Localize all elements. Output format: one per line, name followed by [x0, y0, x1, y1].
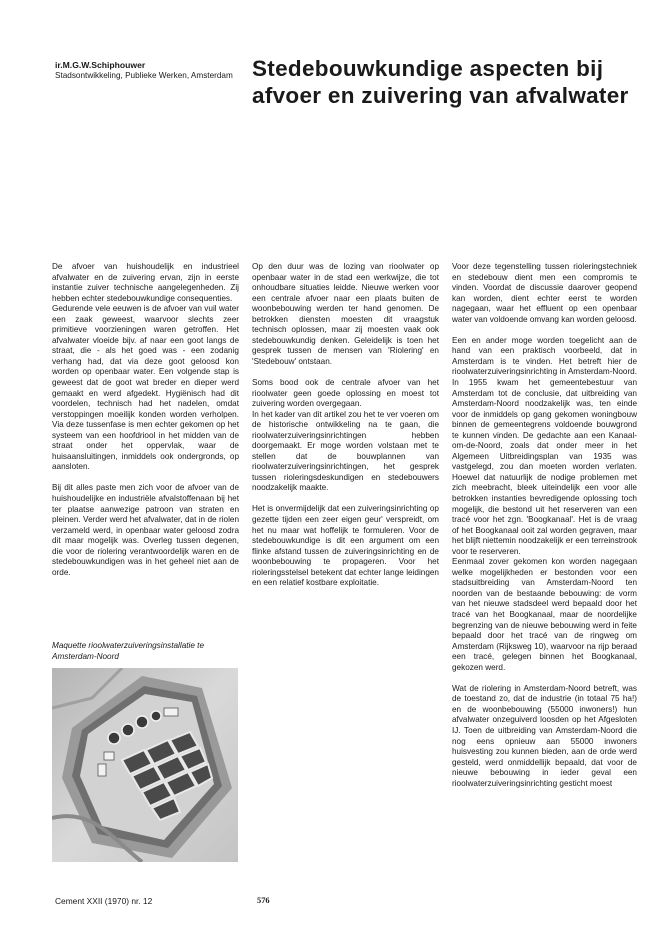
- paragraph: Op den duur was de lozing van rioolwater op openbaar water in de stad een werkwijze, die tot onhoudbare situaties leidde. Nieuwe werken voor een centrale afvoer naar een plaats buiten de woonbebouwing werden ter hand genomen. De betrokken diensten moesten dit vraagstuk technisch oplossen, maar zij moesten vaak ook stedebouwkundig denken. Geleidelijk is toen het gesprek tussen de mensen van 'Riolering' en 'Stedebouw' ontstaan.: [252, 262, 439, 366]
- journal-reference: Cement XXII (1970) nr. 12: [55, 896, 153, 906]
- treatment-plant-model-photo: [52, 668, 238, 862]
- text-column-1: [52, 262, 239, 589]
- text-column-3: [452, 262, 637, 800]
- paragraph: Eenmaal zover gekomen kon worden nagegaan welke mogelijkheden er bestonden voor een stadsuitbreiding van Amsterdam-Noord ten noorden van de bestaande bebouwing: de vorm van het nieuwe stadsdeel werd bepaald door het tracé van het Boogkanaal, maar de noordelijke begrenzing van de nieuwe bebouwing werd in feite bepaald door het tracé van de ringweg om Amsterdam (Rijksweg 10), waarvoor na rijp beraad een tracé, gelegen binnen het Boogkanaal, gekozen werd.: [452, 557, 637, 672]
- paragraph: De afvoer van huishoudelijk en industrieel afvalwater en de zuivering ervan, zijn in eerste instantie zuiver technische aangelegenheden. Zij hebben echter stedebouwkundige consequenties.: [52, 262, 239, 303]
- paragraph: Een en ander moge worden toegelicht aan de hand van een praktisch voorbeeld, dat in Amsterdam is te vinden. Het betreft hier de rioolwaterzuiveringsinrichting in Amsterdam-Noord. In 1955 kwam het gemeentebestuur van Amsterdam tot de conclusie, dat uitbreiding van Amsterdam-Noord noodzakelijk was, ten einde voor de inmiddels op gang gekomen woningbouw binnen de gemeentegrens voldoende bouwgrond te kunnen vinden. De gedachte aan een Kanaal-om-de-Noord, zoals dat onder meer in het Algemeen Uitbreidingsplan van 1935 was vastgelegd, zou dan moeten worden verlaten. Hoewel dat natuurlijk de nodige problemen met zich meebracht, bleek uiteindelijk een voor alle betrokken instanties bevredigende oplossing toch mogelijk, die bestond uit het reserveren van een tracé voor het zgn. 'Boogkanaal'. Het is de vraag of het Boogkanaal ooit zal worden gegraven, maar het blijft niettemin noodzakelijk er een terreinstrook voor te reserveren.: [452, 335, 637, 556]
- author-name: ir.M.G.W.Schiphouwer: [55, 60, 146, 70]
- page-number: 576: [257, 896, 270, 905]
- author-affiliation: Stadsontwikkeling, Publieke Werken, Amsterdam: [55, 71, 233, 80]
- text-column-2: [252, 262, 439, 599]
- article-title: Stedebouwkundige aspecten bij afvoer en zuivering van afvalwater: [252, 56, 629, 108]
- author-block: [55, 60, 245, 82]
- paragraph: Gedurende vele eeuwen is de afvoer van vuil water een zaak geweest, waarvoor slechts zeer primitieve voorzieningen waren getroffen. Het afvalwater vloeide bijv. af naar een goot langs de straat, die - als het goed was - een zodanig verhang had, dat via deze goot geloosd kon worden op openbaar water. Een volgende stap is geweest dat de goot wat breder en dieper werd gemaakt en werd afgedekt. Hygiënisch had dit voordelen, technisch had het nadelen, omdat verstoppingen moeilijk konden worden verholpen. Via deze tussenfase is men echter gekomen op het systeem van een hoofdriool in het midden van de straat onder het oppervlak, waar de huisaansluitingen, inmiddels ook ondergronds, op aansloten.: [52, 304, 239, 472]
- paragraph: Bij dit alles paste men zich voor de afvoer van de huishoudelijke en industriële afvalstoffenaan bij het ter plaatse aanwezige patroon van straten en pleinen. Verder werd het afvalwater, dat in de riolen verzameld werd, in openbaar water geloosd zodra dit maar mogelijk was. Overleg tussen degenen, die voor de riolering verantwoordelijk waren en de stedebouwkundigen was in het geheel niet aan de orde.: [52, 483, 239, 577]
- paragraph: Voor deze tegenstelling tussen rioleringstechniek en stedebouw dient men een compromis te vinden. Voordat de discussie daarover geopend kan worden, dient echter eerst te worden nagegaan, waar het effluent op een openbaar water van voldoende omvang kan worden geloosd.: [452, 262, 637, 324]
- paragraph: Soms bood ook de centrale afvoer van het rioolwater geen goede oplossing en moest tot zuivering worden overgegaan.: [252, 377, 439, 409]
- paragraph: Het is onvermijdelijk dat een zuiveringsinrichting op gezette tijden een zeer eigen geur' verspreidt, om het nu maar wat hoffelijk te formuleren. Voor de stedebouwkundige is dit een argument om een flinke afstand tussen de zuiveringsinrichting en de woonbebouwing te propageren. Voor het rioleringsstelsel betekent dat echter lange leidingen en een relatief kostbare exploitatie.: [252, 504, 439, 588]
- paragraph: Wat de riolering in Amsterdam-Noord betreft, was de toestand zo, dat de industrie (in totaal 75 ha!) en de woonbebouwing (55000 inwoners!) hun afvalwater onzeguiverd loosden op het Afgesloten IJ. Toen de uitbreiding van Amsterdam-Noord die nog eens opnieuw aan 55000 inwoners huisvesting zou kunnen bieden, aan de orde werd gesteld, werd onmiddellijk bepaald, dat voor de nieuwe bebouwing in ieder geval een rioolwaterzuiveringsinrichting gesticht moest: [452, 683, 637, 788]
- photo-caption: Maquette rioolwaterzuiveringsinstallatie te Amsterdam-Noord: [52, 641, 205, 661]
- paragraph: In het kader van dit artikel zou het te ver voeren om de historische ontwikkeling na te gaan, die rioolwaterzuiveringsinrichtingen hebben doorgemaakt. Er moge worden volstaan met te stellen dat de bouwplannen van rioolwaterzuiveringsinrichtingen, het gesprek tussen rioleringsdeskundigen en stedebouwers noodzakelijk maakte.: [252, 409, 439, 493]
